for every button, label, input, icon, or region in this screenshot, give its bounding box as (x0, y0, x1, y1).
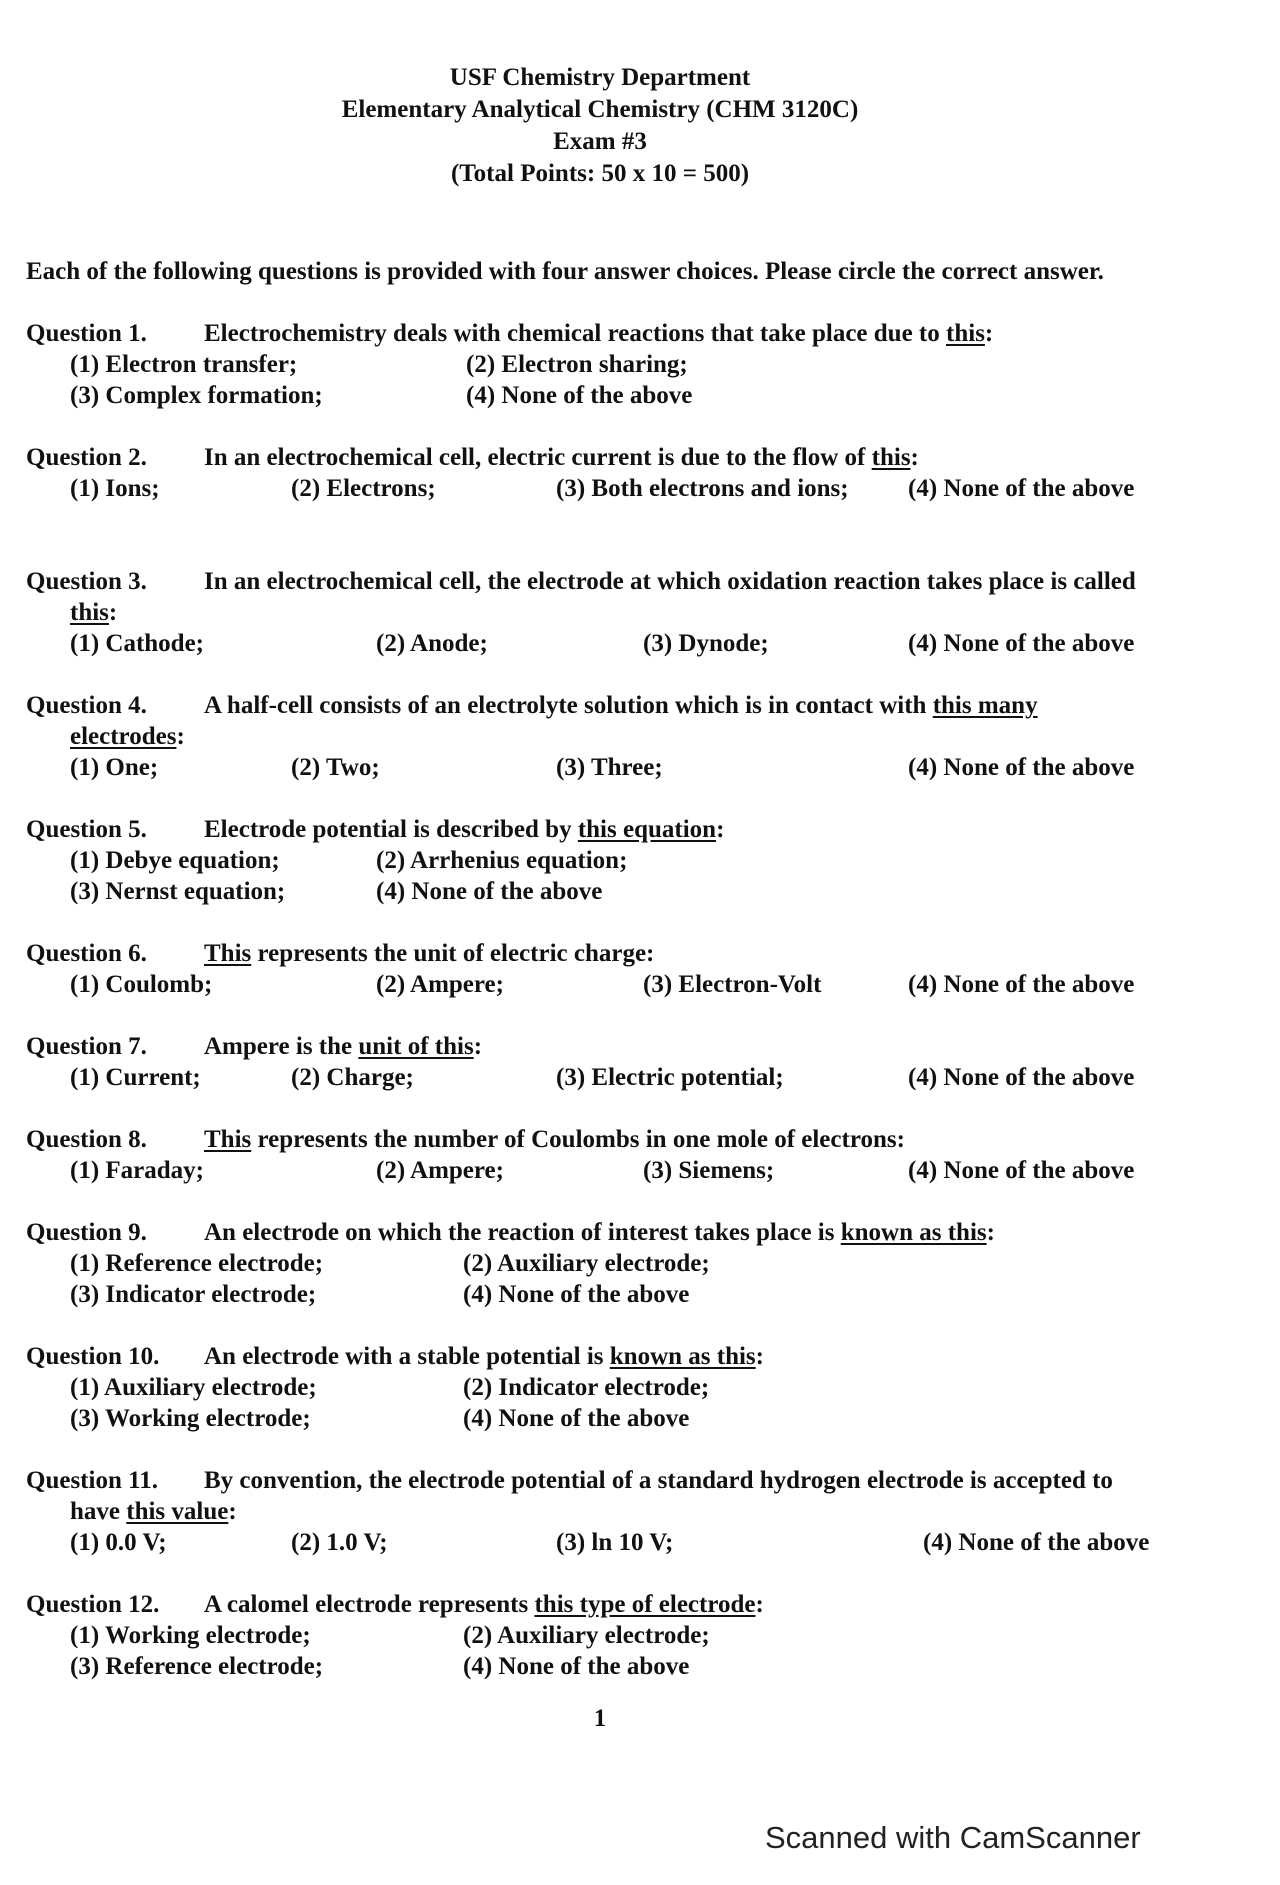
answer-option-4[interactable]: (4) None of the above (376, 878, 603, 905)
question-number: Question 4. (26, 692, 147, 719)
answer-option-3[interactable]: (3) Electric potential; (556, 1064, 784, 1091)
answer-option-3[interactable]: (3) Three; (556, 754, 663, 781)
question-number: Question 1. (26, 320, 147, 347)
answer-option-3[interactable]: (3) Indicator electrode; (70, 1281, 317, 1308)
question-8 (26, 1124, 1196, 1217)
answer-option-4[interactable]: (4) None of the above (908, 971, 1135, 998)
question-text: Electrode potential is described by (204, 816, 578, 843)
question-number: Question 8. (26, 1126, 147, 1153)
exam-title: Exam #3 (553, 128, 647, 155)
answer-option-3[interactable]: (3) ln 10 V; (556, 1529, 674, 1556)
exam-header (0, 62, 1200, 190)
answer-option-2[interactable]: (2) Anode; (376, 630, 488, 657)
answer-option-1[interactable]: (1) 0.0 V; (70, 1529, 167, 1556)
answer-option-1[interactable]: (1) Debye equation; (70, 847, 280, 874)
question-keyword: this (70, 599, 109, 626)
question-2: Question 2. In an electrochemical cell, electric current is due to the flow of this: (1) Ions; (2) Electrons; (3) Both electrons and ions; (4) None of the above (26, 444, 1135, 502)
question-6 (26, 938, 1196, 1031)
question-number: Question 12. (26, 1591, 160, 1618)
answer-option-3[interactable]: (3) Working electrode; (70, 1405, 311, 1432)
answer-option-1[interactable]: (1) Cathode; (70, 630, 205, 657)
question-12: Question 12. A calomel electrode represents this type of electrode: (1) Working electrode; (2) Auxiliary electrode; (3) Reference electrode; (4) None of the above (26, 1591, 764, 1680)
answer-option-1[interactable]: (1) Working electrode; (70, 1622, 311, 1649)
answer-option-4[interactable]: (4) None of the above (923, 1529, 1150, 1556)
question-keyword: known as this (840, 1219, 987, 1246)
question-keyword: this (871, 444, 911, 471)
answer-option-1[interactable]: (1) One; (70, 754, 159, 781)
question-1: Question 1. Electrochemistry deals with chemical reactions that take place due to this: (1) Electron transfer; (2) Electron sharing; (3) Complex formation; (4) None of the above (26, 320, 994, 409)
question-5: Question 5. Electrode potential is described by this equation: (1) Debye equation; (2) Arrhenius equation; (3) Nernst equation; (4) None of the above (26, 816, 725, 905)
question-number: Question 9. (26, 1219, 147, 1246)
question-text: In an electrochemical cell, electric current is due to the flow of (204, 444, 872, 471)
answer-option-3[interactable]: (3) Dynode; (643, 630, 769, 657)
answer-option-2[interactable]: (2) Two; (291, 754, 380, 781)
answer-option-2[interactable]: (2) Ampere; (376, 971, 504, 998)
question-text: A half-cell consists of an electrolyte solution which is in contact with (204, 692, 933, 719)
instructions: Each of the following questions is provided with four answer choices. Please circle the correct answer. (26, 258, 1104, 285)
question-9: Question 9. An electrode on which the reaction of interest takes place is known as this: (1) Reference electrode; (2) Auxiliary electrode; (3) Indicator electrode; (4) None of the above (26, 1219, 995, 1308)
answer-option-3[interactable]: (3) Electron-Volt (643, 971, 822, 998)
question-keyword: this many (932, 692, 1038, 719)
answer-option-4[interactable]: (4) None of the above (908, 630, 1135, 657)
answer-option-1[interactable]: (1) Reference electrode; (70, 1250, 324, 1277)
question-keyword: This (204, 1126, 252, 1153)
question-number: Question 3. (26, 568, 147, 595)
question-keyword: this type of electrode (534, 1591, 756, 1618)
question-keyword: This (204, 940, 252, 967)
question-text: An electrode with a stable potential is (204, 1343, 610, 1370)
department-name: USF Chemistry Department (449, 64, 751, 91)
answer-option-3[interactable]: (3) Both electrons and ions; (556, 475, 849, 502)
question-10: Question 10. An electrode with a stable potential is known as this: (1) Auxiliary electrode; (2) Indicator electrode; (3) Working electrode; (4) None of the above (26, 1343, 764, 1432)
question-text: represents the unit of electric charge: (251, 940, 655, 967)
question-number: Question 5. (26, 816, 147, 843)
answer-option-3[interactable]: (3) Reference electrode; (70, 1653, 324, 1680)
question-11: Question 11. By convention, the electrode potential of a standard hydrogen electrode is accepted to have this value: (1) 0.0 V; (2) 1.0 V; (3) ln 10 V; (4) None of the above (26, 1467, 1150, 1556)
answer-option-1[interactable]: (1) Ions; (70, 475, 160, 502)
answer-option-4[interactable]: (4) None of the above (463, 1281, 690, 1308)
answer-option-2[interactable]: (2) Arrhenius equation; (376, 847, 628, 874)
question-number: Question 2. (26, 444, 147, 471)
answer-option-4[interactable]: (4) None of the above (908, 754, 1135, 781)
question-7: Question 7. Ampere is the unit of this: (1) Current; (2) Charge; (3) Electric potential; (4) None of the above (26, 1033, 1135, 1091)
answer-option-1[interactable]: (1) Electron transfer; (70, 351, 298, 378)
answer-option-2[interactable]: (2) Electron sharing; (466, 351, 688, 378)
total-points: (Total Points: 50 x 10 = 500) (450, 160, 750, 187)
answer-option-2[interactable]: (2) Charge; (291, 1064, 414, 1091)
question-keyword: known as this (609, 1343, 756, 1370)
answer-option-1[interactable]: (1) Auxiliary electrode; (70, 1374, 317, 1401)
question-text: represents the number of Coulombs in one mole of electrons: (251, 1126, 905, 1153)
answer-option-3[interactable]: (3) Siemens; (643, 1157, 775, 1184)
question-keyword: unit of this (358, 1033, 474, 1060)
question-text: A calomel electrode represents (204, 1591, 535, 1618)
question-keyword-continued: electrodes (70, 723, 177, 750)
camscanner-watermark: Scanned with CamScanner (765, 1820, 1141, 1855)
course-title: Elementary Analytical Chemistry (CHM 3120C) (341, 96, 859, 123)
answer-option-4[interactable]: (4) None of the above (908, 1064, 1135, 1091)
page-number: 1 (593, 1705, 607, 1732)
answer-option-4[interactable]: (4) None of the above (908, 1157, 1135, 1184)
answer-option-2[interactable]: (2) Auxiliary electrode; (463, 1622, 710, 1649)
answer-option-1[interactable]: (1) Coulomb; (70, 971, 213, 998)
question-keyword: this (946, 320, 985, 347)
question-text: In an electrochemical cell, the electrode at which oxidation reaction takes place is called (204, 568, 1136, 595)
answer-option-3[interactable]: (3) Nernst equation; (70, 878, 286, 905)
question-keyword: this value (126, 1498, 229, 1525)
answer-option-3[interactable]: (3) Complex formation; (70, 382, 323, 409)
question-text: By convention, the electrode potential of a standard hydrogen electrode is accepted to (204, 1467, 1113, 1494)
answer-option-1[interactable]: (1) Faraday; (70, 1157, 204, 1184)
answer-option-4[interactable]: (4) None of the above (463, 1653, 690, 1680)
question-number: Question 10. (26, 1343, 160, 1370)
question-number: Question 11. (26, 1467, 158, 1494)
answer-option-2[interactable]: (2) Ampere; (376, 1157, 504, 1184)
question-text: An electrode on which the reaction of interest takes place is (204, 1219, 841, 1246)
question-3: Question 3. In an electrochemical cell, the electrode at which oxidation reaction takes place is called this: (1) Cathode; (2) Anode; (3) Dynode; (4) None of the above (26, 568, 1136, 657)
question-number: Question 7. (26, 1033, 147, 1060)
question-keyword: this equation (577, 816, 717, 843)
question-text: Ampere is the (204, 1033, 359, 1060)
answer-option-4[interactable]: (4) None of the above (463, 1405, 690, 1432)
answer-option-4[interactable]: (4) None of the above (908, 475, 1135, 502)
answer-option-2[interactable]: (2) Auxiliary electrode; (463, 1250, 710, 1277)
question-list (26, 318, 1196, 1713)
answer-option-2[interactable]: (2) Indicator electrode; (463, 1374, 710, 1401)
question-4: Question 4. A half-cell consists of an electrolyte solution which is in contact with this many electrodes: (1) One; (2) Two; (3) Three; (4) None of the above (26, 692, 1135, 781)
answer-option-4[interactable]: (4) None of the above (466, 382, 693, 409)
question-number: Question 6. (26, 940, 147, 967)
question-text: Electrochemistry deals with chemical reactions that take place due to (204, 320, 947, 347)
answer-option-2[interactable]: (2) Electrons; (291, 475, 436, 502)
answer-option-1[interactable]: (1) Current; (70, 1064, 201, 1091)
answer-option-2[interactable]: (2) 1.0 V; (291, 1529, 388, 1556)
